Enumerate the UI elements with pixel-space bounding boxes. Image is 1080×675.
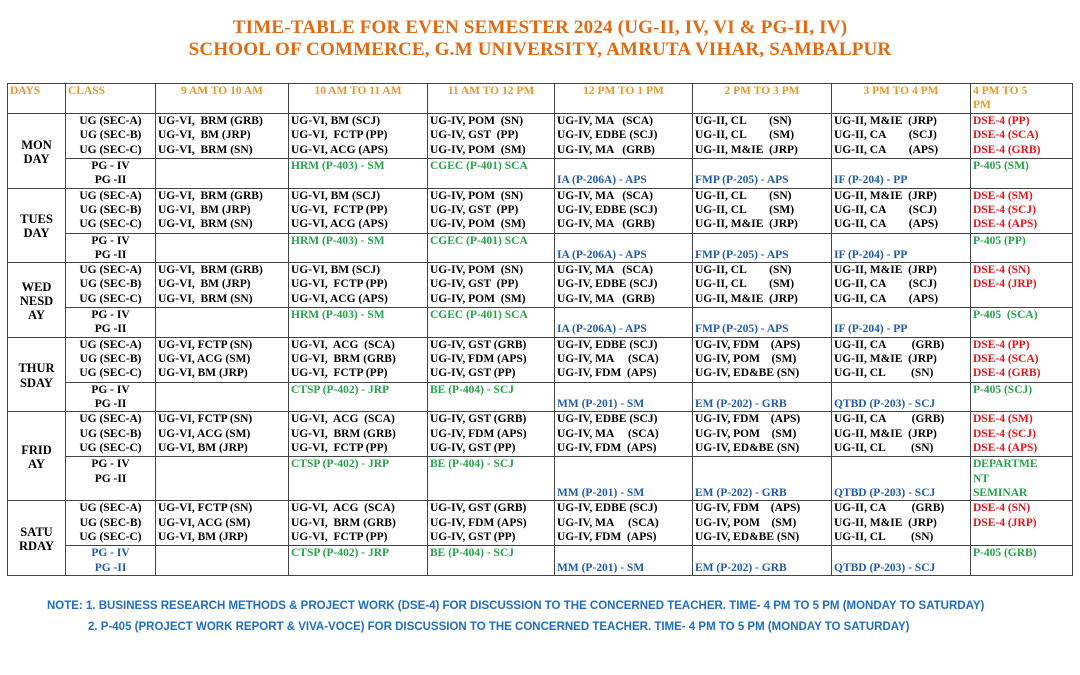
pg-slot-cell: IA (P-206A) - APS xyxy=(555,233,693,263)
dse-cell: DSE-4 (PP) DSE-4 (SCA) DSE-4 (GRB) xyxy=(971,337,1073,382)
pg-slot-cell xyxy=(156,457,289,501)
ug-slot-cell: UG-VI, BM (SCJ) UG-VI, FCTP (PP) UG-VI, ACG (APS) xyxy=(289,188,428,233)
pg-slot-cell: MM (P-201) - SM xyxy=(555,382,693,412)
pg-slot-cell: IF (P-204) - PP xyxy=(832,308,971,338)
project-cell: P-405 (GRB) xyxy=(971,546,1073,576)
ug-class-cell: UG (SEC-A) UG (SEC-B) UG (SEC-C) xyxy=(66,501,156,546)
day-row-ug xyxy=(8,412,1073,457)
note-2: 2. P-405 (PROJECT WORK REPORT & VIVA-VOCE) FOR DISCUSSION TO THE CONCERNED TEACHER. TIME- 4 PM TO 5 PM (MONDAY TO SATURDAY) xyxy=(88,621,910,633)
ug-slot-cell: UG-IV, MA (SCA) UG-IV, EDBE (SCJ) UG-IV, MA (GRB) xyxy=(555,114,693,159)
ug-class-cell: UG (SEC-A) UG (SEC-B) UG (SEC-C) xyxy=(66,114,156,159)
day-row-ug xyxy=(8,188,1073,233)
header-days: DAYS xyxy=(8,84,66,114)
pg-slot-cell: EM (P-202) - GRB xyxy=(693,457,832,501)
pg-slot-cell: CTSP (P-402) - JRP xyxy=(289,546,428,576)
page-subtitle: SCHOOL OF COMMERCE, G.M UNIVERSITY, AMRUTA VIHAR, SAMBALPUR xyxy=(188,39,892,60)
pg-slot-cell: MM (P-201) - SM xyxy=(555,457,693,501)
ug-slot-cell: UG-VI, BRM (GRB) UG-VI, BM (JRP) UG-VI, BRM (SN) xyxy=(156,114,289,159)
ug-slot-cell: UG-IV, GST (GRB) UG-IV, FDM (APS) UG-IV, GST (PP) xyxy=(428,501,555,546)
ug-slot-cell: UG-VI, FCTP (SN) UG-VI, ACG (SM) UG-VI, BM (JRP) xyxy=(156,412,289,457)
day-row-pg xyxy=(8,457,1073,501)
pg-class-cell: PG - IV PG -II xyxy=(66,457,156,501)
dse-cell: DSE-4 (PP) DSE-4 (SCA) DSE-4 (GRB) xyxy=(971,114,1073,159)
ug-slot-cell: UG-VI, FCTP (SN) UG-VI, ACG (SM) UG-VI, BM (JRP) xyxy=(156,501,289,546)
ug-slot-cell: UG-IV, POM (SN) UG-IV, GST (PP) UG-IV, POM (SM) xyxy=(428,114,555,159)
pg-slot-cell: CGEC (P-401) SCA xyxy=(428,233,555,263)
pg-slot-cell: HRM (P-403) - SM xyxy=(289,159,428,189)
pg-slot-cell: IF (P-204) - PP xyxy=(832,233,971,263)
ug-slot-cell: UG-II, M&IE (JRP) UG-II, CA (SCJ) UG-II, CA (APS) xyxy=(832,114,971,159)
dse-cell: DSE-4 (SM) DSE-4 (SCJ) DSE-4 (APS) xyxy=(971,188,1073,233)
header-slot-2: 10 AM TO 11 AM xyxy=(289,84,428,114)
day-label: THUR SDAY xyxy=(8,337,66,412)
ug-class-cell: UG (SEC-A) UG (SEC-B) UG (SEC-C) xyxy=(66,412,156,457)
day-row-pg xyxy=(8,382,1073,412)
pg-slot-cell: IA (P-206A) - APS xyxy=(555,159,693,189)
pg-class-cell: PG - IV PG -II xyxy=(66,233,156,263)
pg-slot-cell: IF (P-204) - PP xyxy=(832,159,971,189)
pg-class-cell: PG - IV PG -II xyxy=(66,159,156,189)
project-cell: P-405 (SCJ) xyxy=(971,382,1073,412)
ug-slot-cell: UG-IV, GST (GRB) UG-IV, FDM (APS) UG-IV, GST (PP) xyxy=(428,337,555,382)
day-row-ug xyxy=(8,337,1073,382)
day-label: FRID AY xyxy=(8,412,66,501)
pg-slot-cell: CTSP (P-402) - JRP xyxy=(289,457,428,501)
ug-slot-cell: UG-VI, ACG (SCA) UG-VI, BRM (GRB) UG-VI, FCTP (PP) xyxy=(289,337,428,382)
day-row-ug xyxy=(8,501,1073,546)
pg-slot-cell: HRM (P-403) - SM xyxy=(289,308,428,338)
ug-slot-cell: UG-II, CL (SN) UG-II, CL (SM) UG-II, M&IE (JRP) xyxy=(693,188,832,233)
header-slot-6: 3 PM TO 4 PM xyxy=(832,84,971,114)
pg-slot-cell: MM (P-201) - SM xyxy=(555,546,693,576)
ug-slot-cell: UG-II, CA (GRB) UG-II, M&IE (JRP) UG-II, CL (SN) xyxy=(832,501,971,546)
dse-cell: DSE-4 (SN) DSE-4 (JRP) xyxy=(971,501,1073,546)
pg-class-cell: PG - IV PG -II xyxy=(66,382,156,412)
header-slot-7: 4 PM TO 5 PM xyxy=(971,84,1073,114)
pg-slot-cell xyxy=(156,546,289,576)
ug-class-cell: UG (SEC-A) UG (SEC-B) UG (SEC-C) xyxy=(66,263,156,308)
pg-slot-cell: FMP (P-205) - APS xyxy=(693,308,832,338)
page-title: TIME-TABLE FOR EVEN SEMESTER 2024 (UG-II, IV, VI & PG-II, IV) xyxy=(232,17,848,38)
ug-slot-cell: UG-VI, ACG (SCA) UG-VI, BRM (GRB) UG-VI, FCTP (PP) xyxy=(289,412,428,457)
pg-slot-cell: EM (P-202) - GRB xyxy=(693,546,832,576)
ug-slot-cell: UG-VI, BRM (GRB) UG-VI, BM (JRP) UG-VI, BRM (SN) xyxy=(156,188,289,233)
pg-slot-cell xyxy=(156,308,289,338)
pg-slot-cell xyxy=(156,159,289,189)
pg-slot-cell xyxy=(156,233,289,263)
pg-slot-cell: QTBD (P-203) - SCJ xyxy=(832,382,971,412)
project-cell: DEPARTME NT SEMINAR xyxy=(971,457,1073,501)
header-class: CLASS xyxy=(66,84,156,114)
day-row-pg xyxy=(8,233,1073,263)
ug-slot-cell: UG-II, M&IE (JRP) UG-II, CA (SCJ) UG-II, CA (APS) xyxy=(832,188,971,233)
pg-slot-cell: CGEC (P-401) SCA xyxy=(428,159,555,189)
ug-slot-cell: UG-IV, MA (SCA) UG-IV, EDBE (SCJ) UG-IV, MA (GRB) xyxy=(555,188,693,233)
pg-class-cell: PG - IV PG -II xyxy=(66,308,156,338)
note-1: NOTE: 1. BUSINESS RESEARCH METHODS & PROJECT WORK (DSE-4) FOR DISCUSSION TO THE CONCERNED TEACHER. TIME- 4 PM TO 5 PM (MONDAY TO SATURDAY) xyxy=(47,600,985,612)
pg-slot-cell: BE (P-404) - SCJ xyxy=(428,382,555,412)
project-cell: P-405 (SM) xyxy=(971,159,1073,189)
ug-slot-cell: UG-VI, ACG (SCA) UG-VI, BRM (GRB) UG-VI, FCTP (PP) xyxy=(289,501,428,546)
ug-class-cell: UG (SEC-A) UG (SEC-B) UG (SEC-C) xyxy=(66,188,156,233)
ug-slot-cell: UG-VI, BM (SCJ) UG-VI, FCTP (PP) UG-VI, ACG (APS) xyxy=(289,114,428,159)
header-slot-1: 9 AM TO 10 AM xyxy=(156,84,289,114)
ug-slot-cell: UG-VI, BRM (GRB) UG-VI, BM (JRP) UG-VI, BRM (SN) xyxy=(156,263,289,308)
pg-slot-cell: CTSP (P-402) - JRP xyxy=(289,382,428,412)
pg-slot-cell: QTBD (P-203) - SCJ xyxy=(832,546,971,576)
pg-slot-cell: FMP (P-205) - APS xyxy=(693,233,832,263)
ug-slot-cell: UG-IV, EDBE (SCJ) UG-IV, MA (SCA) UG-IV, FDM (APS) xyxy=(555,412,693,457)
header-row xyxy=(8,84,1073,114)
ug-slot-cell: UG-IV, FDM (APS) UG-IV, POM (SM) UG-IV, ED&BE (SN) xyxy=(693,337,832,382)
day-label: WED NESD AY xyxy=(8,263,66,338)
ug-slot-cell: UG-VI, FCTP (SN) UG-VI, ACG (SM) UG-VI, BM (JRP) xyxy=(156,337,289,382)
ug-slot-cell: UG-IV, MA (SCA) UG-IV, EDBE (SCJ) UG-IV, MA (GRB) xyxy=(555,263,693,308)
pg-slot-cell: BE (P-404) - SCJ xyxy=(428,546,555,576)
day-label: SATU RDAY xyxy=(8,501,66,576)
ug-slot-cell: UG-IV, POM (SN) UG-IV, GST (PP) UG-IV, POM (SM) xyxy=(428,188,555,233)
ug-class-cell: UG (SEC-A) UG (SEC-B) UG (SEC-C) xyxy=(66,337,156,382)
ug-slot-cell: UG-II, CA (GRB) UG-II, M&IE (JRP) UG-II, CL (SN) xyxy=(832,337,971,382)
dse-cell: DSE-4 (SN) DSE-4 (JRP) xyxy=(971,263,1073,308)
pg-slot-cell xyxy=(156,382,289,412)
pg-slot-cell: QTBD (P-203) - SCJ xyxy=(832,457,971,501)
day-row-ug xyxy=(8,263,1073,308)
day-row-pg xyxy=(8,546,1073,576)
header-slot-5: 2 PM TO 3 PM xyxy=(693,84,832,114)
day-label: TUES DAY xyxy=(8,188,66,263)
dse-cell: DSE-4 (SM) DSE-4 (SCJ) DSE-4 (APS) xyxy=(971,412,1073,457)
ug-slot-cell: UG-IV, FDM (APS) UG-IV, POM (SM) UG-IV, ED&BE (SN) xyxy=(693,501,832,546)
day-label: MON DAY xyxy=(8,114,66,189)
pg-slot-cell: BE (P-404) - SCJ xyxy=(428,457,555,501)
ug-slot-cell: UG-IV, FDM (APS) UG-IV, POM (SM) UG-IV, ED&BE (SN) xyxy=(693,412,832,457)
pg-class-cell: PG - IV PG -II xyxy=(66,546,156,576)
day-row-pg xyxy=(8,159,1073,189)
ug-slot-cell: UG-IV, EDBE (SCJ) UG-IV, MA (SCA) UG-IV, FDM (APS) xyxy=(555,501,693,546)
pg-slot-cell: IA (P-206A) - APS xyxy=(555,308,693,338)
pg-slot-cell: CGEC (P-401) SCA xyxy=(428,308,555,338)
project-cell: P-405 (SCA) xyxy=(971,308,1073,338)
ug-slot-cell: UG-IV, EDBE (SCJ) UG-IV, MA (SCA) UG-IV, FDM (APS) xyxy=(555,337,693,382)
timetable xyxy=(7,83,1073,576)
ug-slot-cell: UG-IV, POM (SN) UG-IV, GST (PP) UG-IV, POM (SM) xyxy=(428,263,555,308)
pg-slot-cell: FMP (P-205) - APS xyxy=(693,159,832,189)
pg-slot-cell: EM (P-202) - GRB xyxy=(693,382,832,412)
day-row-pg xyxy=(8,308,1073,338)
ug-slot-cell: UG-VI, BM (SCJ) UG-VI, FCTP (PP) UG-VI, ACG (APS) xyxy=(289,263,428,308)
header-slot-3: 11 AM TO 12 PM xyxy=(428,84,555,114)
ug-slot-cell: UG-II, CL (SN) UG-II, CL (SM) UG-II, M&IE (JRP) xyxy=(693,114,832,159)
ug-slot-cell: UG-II, CL (SN) UG-II, CL (SM) UG-II, M&IE (JRP) xyxy=(693,263,832,308)
ug-slot-cell: UG-II, CA (GRB) UG-II, M&IE (JRP) UG-II, CL (SN) xyxy=(832,412,971,457)
pg-slot-cell: HRM (P-403) - SM xyxy=(289,233,428,263)
project-cell: P-405 (PP) xyxy=(971,233,1073,263)
header-slot-4: 12 PM TO 1 PM xyxy=(555,84,693,114)
ug-slot-cell: UG-II, M&IE (JRP) UG-II, CA (SCJ) UG-II, CA (APS) xyxy=(832,263,971,308)
day-row-ug xyxy=(8,114,1073,159)
ug-slot-cell: UG-IV, GST (GRB) UG-IV, FDM (APS) UG-IV, GST (PP) xyxy=(428,412,555,457)
